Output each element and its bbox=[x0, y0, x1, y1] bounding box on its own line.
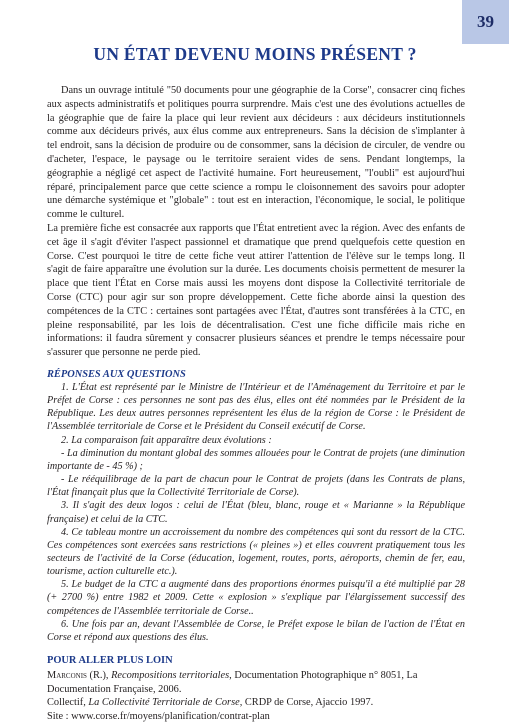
reference-1-author: Marconis (R.), bbox=[47, 670, 109, 682]
intro-paragraph-1: Dans un ouvrage intitulé "50 documents pour une géographie de la Corse", consacrer cinq fiches aux aspects administratifs et politiques pourra surprendre. Mais c'est une des évolutions actuelles de la géographie que de faire la place qui leur revient aux décideurs : aux décideurs institutionnels comme aux décideurs privés, aux élus comme aux entrepreneurs. Sans la décision de s'implanter à tel endroit, sans la décision de produire ou de consommer, sans la décision de circuler, de vendre ou d'acheter, l'espace, le paysage ou le territoire seraient vides de sens. Pendant longtemps, la géographie a négligé cet aspect de l'activité humaine. Fort heureusement, "l'oubli" est aujourd'hui réparé, principalement parce que cette science a rompu le cloisonnement des savoirs pour adopter une démarche systémique et "globale" : tout est en interaction, l'économique, le social, le politique comme le culturel. bbox=[47, 85, 465, 221]
answers-heading: RÉPONSES AUX QUESTIONS bbox=[47, 368, 186, 380]
page-number: 39 bbox=[477, 12, 494, 31]
answer-6: 6. Une fois par an, devant l'Assemblée de Corse, le Préfet expose le bilan de l'action de l'État en Corse et répond aux questions des élus. bbox=[47, 618, 465, 643]
further-reading-heading: POUR ALLER PLUS LOIN bbox=[47, 655, 173, 667]
answer-5: 5. Le budget de la CTC a augmenté dans des proportions énormes puisqu'il a été multiplié par 28 (+ 2700 %) entre 1982 et 2009. Cette « explosion » s'explique par l'élargissement successif des compétences de l'Assemblée territoriale de Corse.. bbox=[47, 579, 465, 617]
reference-1 bbox=[47, 669, 465, 696]
reference-2-author: Collectif, bbox=[47, 697, 86, 709]
answers-list bbox=[47, 381, 465, 644]
page-number-box bbox=[462, 0, 509, 44]
answer-2: 2. La comparaison fait apparaître deux évolutions : bbox=[61, 434, 272, 446]
answer-4: 4. Ce tableau montre un accroissement du nombre des compétences qui sont du ressort de la CTC. Ces compétences sont exercées sans restrictions (« pleines ») et elles couvrent pratiquement tous les secteurs de l'activité de la Corse (éducation, logement, routes, ports, aéroports, chemin de fer, eau, tourisme, action culturelle etc.). bbox=[47, 526, 465, 578]
reference-1-title: Recompositions territoriales, bbox=[111, 670, 232, 682]
reference-2-title: La Collectivité Territoriale de Corse, bbox=[88, 697, 243, 709]
answer-2a: - La diminution du montant global des sommes allouées pour le Contrat de projets (une diminution importante de - 45 %) ; bbox=[47, 447, 465, 472]
answer-3: 3. Il s'agit des deux logos : celui de l'État (bleu, blanc, rouge et « Marianne » la République française) et celui de la CTC. bbox=[47, 500, 465, 525]
intro-paragraph-2: La première fiche est consacrée aux rapports que l'État entretient avec la région. Avec des enfants de cet âge il s'agit d'éviter l'aspect passionnel et dramatique que prend quelquefois cette question en Corse. C'est pourquoi le titre de cette fiche veut attirer l'attention de l'élève sur le temps long. Il s'agit de faire apparaître une évolution sur la durée. Les documents choisis permettent de mesurer la place que tient l'État en Corse mais aussi les moyens dont dispose la Collectivité territoriale de Corse (CTC) pour agir sur son propre développement. Cette fiche aborde ainsi la question des compétences de la CTC : certaines sont partagées avec l'État, d'autres sont transférées à la CTC, en pleine responsabilité, par les lois de décentralisation. C'est une fiche difficile mais riche en informations: il faudra sûrement y consacrer plusieurs séances et prendre le temps nécessaire pour s'assurer que personne ne perde pied. bbox=[47, 222, 465, 359]
page-title: UN ÉTAT DEVENU MOINS PRÉSENT ? bbox=[93, 44, 417, 64]
references bbox=[47, 669, 465, 723]
main-content bbox=[47, 84, 465, 723]
reference-site: Site : www.corse.fr/moyens/planification/contrat-plan bbox=[47, 710, 270, 722]
reference-2 bbox=[47, 696, 465, 710]
reference-1-details: Documentation Photographique n° 8051, La Documentation Française, 2006. bbox=[47, 670, 418, 695]
answer-1: 1. L'État est représenté par le Ministre de l'Intérieur et de l'Aménagement du Territoire et par le Préfet de Corse : ces personnes ne sont pas des élus, elles ont été nommées par le Président de la République. Les deux autres personnes représentent les élus de la région de Corse : le Président de l'Assemblée territoriale de Corse et le Président du Conseil exécutif de Corse. bbox=[47, 381, 465, 433]
reference-2-details: CRDP de Corse, Ajaccio 1997. bbox=[244, 697, 374, 709]
answer-2b: - Le rééquilibrage de la part de chacun pour le Contrat de projets (dans les Contrats de plans, l'État finançait plus que la Collectivité Territoriale de Corse). bbox=[47, 474, 465, 499]
